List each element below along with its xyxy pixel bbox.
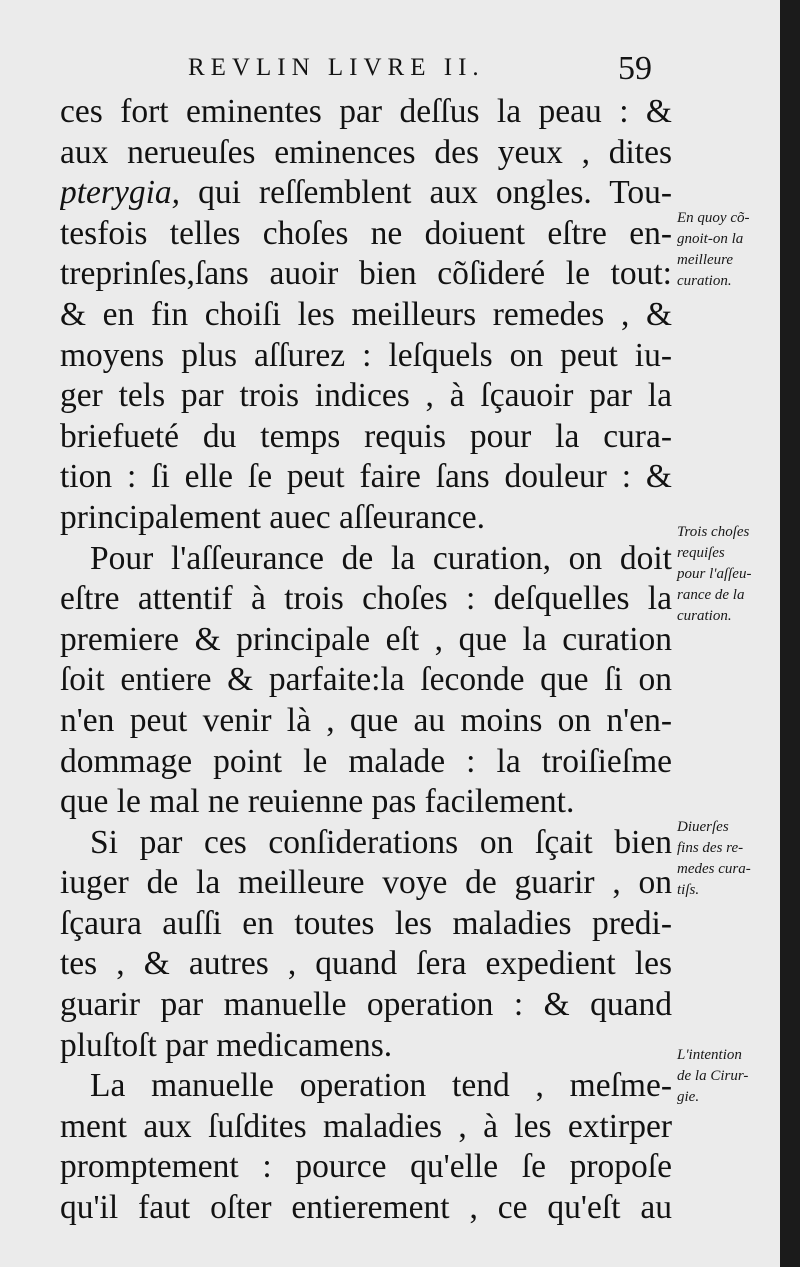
marginal-note-line: tiſs. xyxy=(677,882,700,898)
text-line: pluſtoſt par medicamens. xyxy=(60,1026,393,1064)
text-line: qu'il faut oſter entierement , ce qu'eſt au xyxy=(60,1189,672,1227)
text-line: tesfois telles choſes ne doiuent eſtre en- xyxy=(60,214,672,252)
marginal-note-line: meilleure xyxy=(677,252,734,268)
text-line: ſçaura auſſi en toutes les maladies predi- xyxy=(60,904,672,942)
marginal-note xyxy=(677,817,751,901)
text-line: promptement : pource qu'elle ſe propoſe xyxy=(60,1148,672,1186)
marginal-note-line: curation. xyxy=(677,608,732,624)
text-line: briefueté du temps requis pour la cura- xyxy=(60,417,672,455)
text-line: ces fort eminentes par deſſus la peau : & xyxy=(60,93,672,130)
marginal-note xyxy=(677,522,751,627)
text-line: Si par ces conſiderations on ſçait bien xyxy=(90,823,672,861)
marginal-note-line: gnoit-on la xyxy=(677,231,744,247)
text-line: La manuelle operation tend , meſme- xyxy=(90,1067,672,1105)
marginal-note xyxy=(677,1045,748,1108)
marginal-note-line: de la Cirur- xyxy=(677,1068,749,1084)
text-line: tes , & autres , quand ſera expedient les xyxy=(60,945,672,983)
text-line: aux nerueuſes eminences des yeux , dites xyxy=(60,133,672,171)
marginal-note-line: rance de la xyxy=(677,587,745,603)
text-line: que le mal ne reuienne pas facilement. xyxy=(60,783,575,821)
text-line xyxy=(60,173,672,214)
marginal-note-line: medes cura- xyxy=(677,861,751,877)
text-line: premiere & principale eſt , que la curation xyxy=(60,620,672,658)
text-line: ger tels par trois indices , à ſçauoir par la xyxy=(60,377,672,415)
marginal-note xyxy=(677,208,749,292)
text-line: eſtre attentif à trois choſes : deſquelles la xyxy=(60,580,672,618)
marginal-note-line: pour l'aſſeu- xyxy=(677,566,752,582)
page-edge-shadow xyxy=(780,0,800,1267)
italic-term: pterygia, xyxy=(60,174,181,212)
text-line: tion : ſi elle ſe peut faire ſans douleur : & xyxy=(60,458,672,496)
text-line: & en fin choiſi les meilleurs remedes , & xyxy=(60,295,672,333)
text-line: iuger de la meilleure voye de guarir , on xyxy=(60,864,672,902)
marginal-note-line: En quoy cõ- xyxy=(677,210,750,226)
marginal-note-line: curation. xyxy=(677,273,732,289)
text-line: guarir par manuelle operation : & quand xyxy=(60,986,672,1024)
text-line: Pour l'aſſeurance de la curation, on doit xyxy=(90,539,672,577)
running-title: REVLIN LIVRE II. xyxy=(188,54,485,81)
marginal-note-line: requiſes xyxy=(677,545,725,561)
text-line: principalement auec aſſeurance. xyxy=(60,498,486,536)
marginal-note-line: Diuerſes xyxy=(677,819,729,835)
text-line: treprinſes,ſans auoir bien cõſideré le tout: xyxy=(60,255,672,293)
marginal-note-line: L'intention xyxy=(677,1047,742,1063)
page-number: 59 xyxy=(618,50,652,87)
text-fragment: qui reſſemblent aux ongles. Tou- xyxy=(180,174,672,212)
main-text xyxy=(60,92,672,1229)
marginal-note-line: Trois choſes xyxy=(677,524,750,540)
text-line: ment aux ſuſdites maladies , à les extirper xyxy=(60,1107,672,1145)
marginal-note-line: fins des re- xyxy=(677,840,744,856)
text-line: n'en peut venir là , que au moins on n'en- xyxy=(60,701,672,739)
text-line: ſoit entiere & parfaite:la ſeconde que ſi on xyxy=(60,661,672,699)
text-line: moyens plus aſſurez : leſquels on peut iu- xyxy=(60,336,672,374)
text-line: dommage point le malade : la troiſieſme xyxy=(60,742,672,780)
marginal-note-line: gie. xyxy=(677,1089,700,1105)
